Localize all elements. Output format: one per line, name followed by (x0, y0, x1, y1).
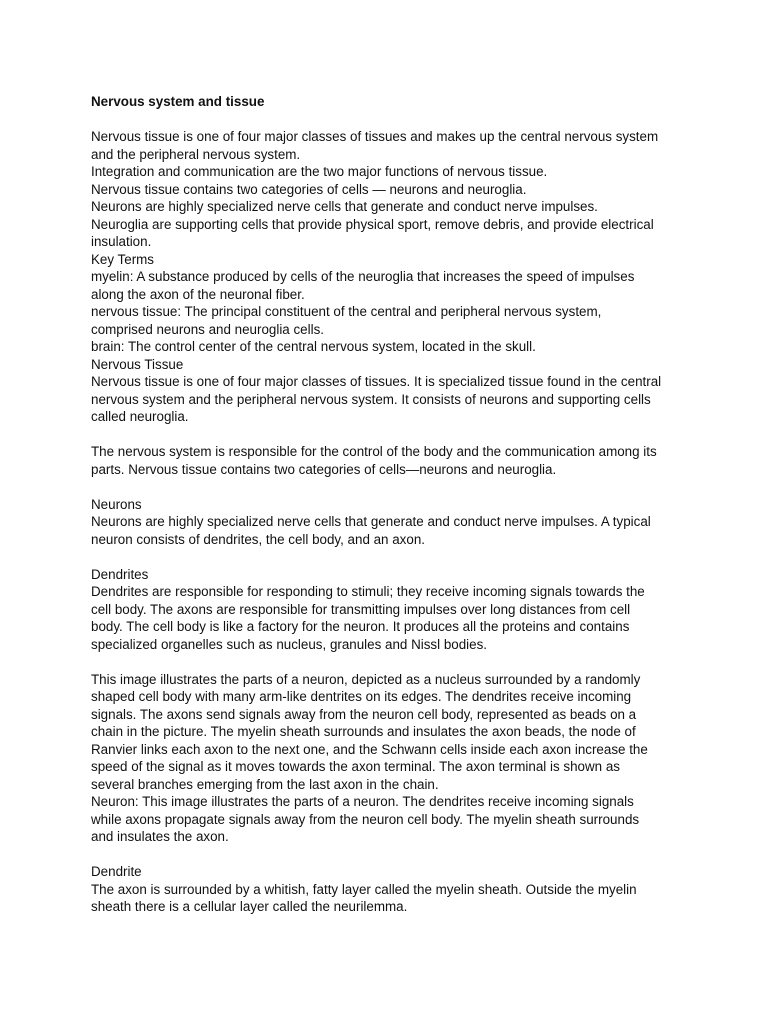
text-line: This image illustrates the parts of a neuron, depicted as a nucleus surrounded by a randomly (91, 671, 641, 687)
blank-line (91, 426, 691, 444)
text-line: nervous tissue: The principal constituent of the central and peripheral nervous system, (91, 304, 602, 319)
text-line: Neurons are highly specialized nerve cells that generate and conduct nerve impulses. A typical (91, 514, 651, 529)
text-line: speed of the signal as it moves towards the axon terminal. The axon terminal is shown as (91, 759, 620, 774)
blank-line (91, 478, 691, 496)
text-line: Dendrites are responsible for responding to stimuli; they receive incoming signals towards the (91, 584, 645, 599)
text-line: specialized organelles such as nucleus, granules and Nissl bodies. (91, 636, 487, 652)
text-line: Ranvier links each axon to the next one, and the Schwann cells inside each axon increase the (91, 741, 648, 757)
text-line: Neurons are highly specialized nerve cells that generate and conduct nerve impulses. (91, 199, 598, 214)
text-line: and insulates the axon. (91, 829, 229, 844)
text-line: several branches emerging from the last axon in the chain. (91, 776, 439, 792)
text-line: shaped cell body with many arm-like dentrites on its edges. The dendrites receive incoming (91, 689, 632, 704)
text-line: chain in the picture. The myelin sheath surrounds and insulates the axon beads, the node of (91, 724, 636, 739)
text-line: The nervous system is responsible for the control of the body and the communication among its (91, 444, 657, 459)
blank-line (91, 653, 691, 671)
text-line: called neuroglia. (91, 409, 189, 424)
text-line: nervous system and the peripheral nervous system. It consists of neurons and supporting cells (91, 391, 651, 407)
text-line: Nervous tissue is one of four major classes of tissues and makes up the central nervous system (91, 129, 659, 144)
text-line: brain: The control center of the central nervous system, located in the skull. (91, 339, 536, 354)
text-line: parts. Nervous tissue contains two categories of cells—neurons and neuroglia. (91, 461, 557, 477)
document-lines (91, 111, 691, 916)
text-line: Nervous tissue contains two categories of cells — neurons and neuroglia. (91, 181, 527, 197)
text-line: signals. The axons send signals away from the neuron cell body, represented as beads on a (91, 706, 637, 722)
text-line: comprised neurons and neuroglia cells. (91, 321, 324, 337)
text-line: neuron consists of dendrites, the cell body, and an axon. (91, 531, 425, 547)
text-line: and the peripheral nervous system. (91, 146, 301, 162)
blank-line (91, 111, 691, 129)
document-title: Nervous system and tissue (91, 94, 265, 109)
text-line: Neurons (91, 496, 142, 512)
text-line: Nervous Tissue (91, 356, 184, 372)
text-line: along the axon of the neuronal fiber. (91, 286, 305, 302)
blank-line (91, 548, 691, 566)
document-body (91, 93, 691, 916)
text-line: The axon is surrounded by a whitish, fatty layer called the myelin sheath. Outside the myelin (91, 881, 637, 897)
text-line: Dendrites (91, 566, 149, 582)
text-line: myelin: A substance produced by cells of the neuroglia that increases the speed of impulses (91, 269, 635, 284)
text-line: Nervous tissue is one of four major classes of tissues. It is specialized tissue found in the central (91, 374, 662, 389)
text-line: while axons propagate signals away from the neuron cell body. The myelin sheath surrounds (91, 811, 640, 827)
text-line: Neuroglia are supporting cells that provide physical sport, remove debris, and provide electrical (91, 216, 654, 232)
text-line: Integration and communication are the two major functions of nervous tissue. (91, 164, 548, 179)
blank-line (91, 846, 691, 864)
text-line: sheath there is a cellular layer called the neurilemma. (91, 899, 408, 914)
text-line: Key Terms (91, 251, 155, 267)
text-line: body. The cell body is like a factory for the neuron. It produces all the proteins and contains (91, 619, 630, 634)
text-line: insulation. (91, 234, 152, 249)
text-line: cell body. The axons are responsible for transmitting impulses over long distances from cell (91, 601, 631, 617)
text-line: Neuron: This image illustrates the parts of a neuron. The dendrites receive incoming signals (91, 794, 634, 809)
text-line: Dendrite (91, 864, 142, 879)
